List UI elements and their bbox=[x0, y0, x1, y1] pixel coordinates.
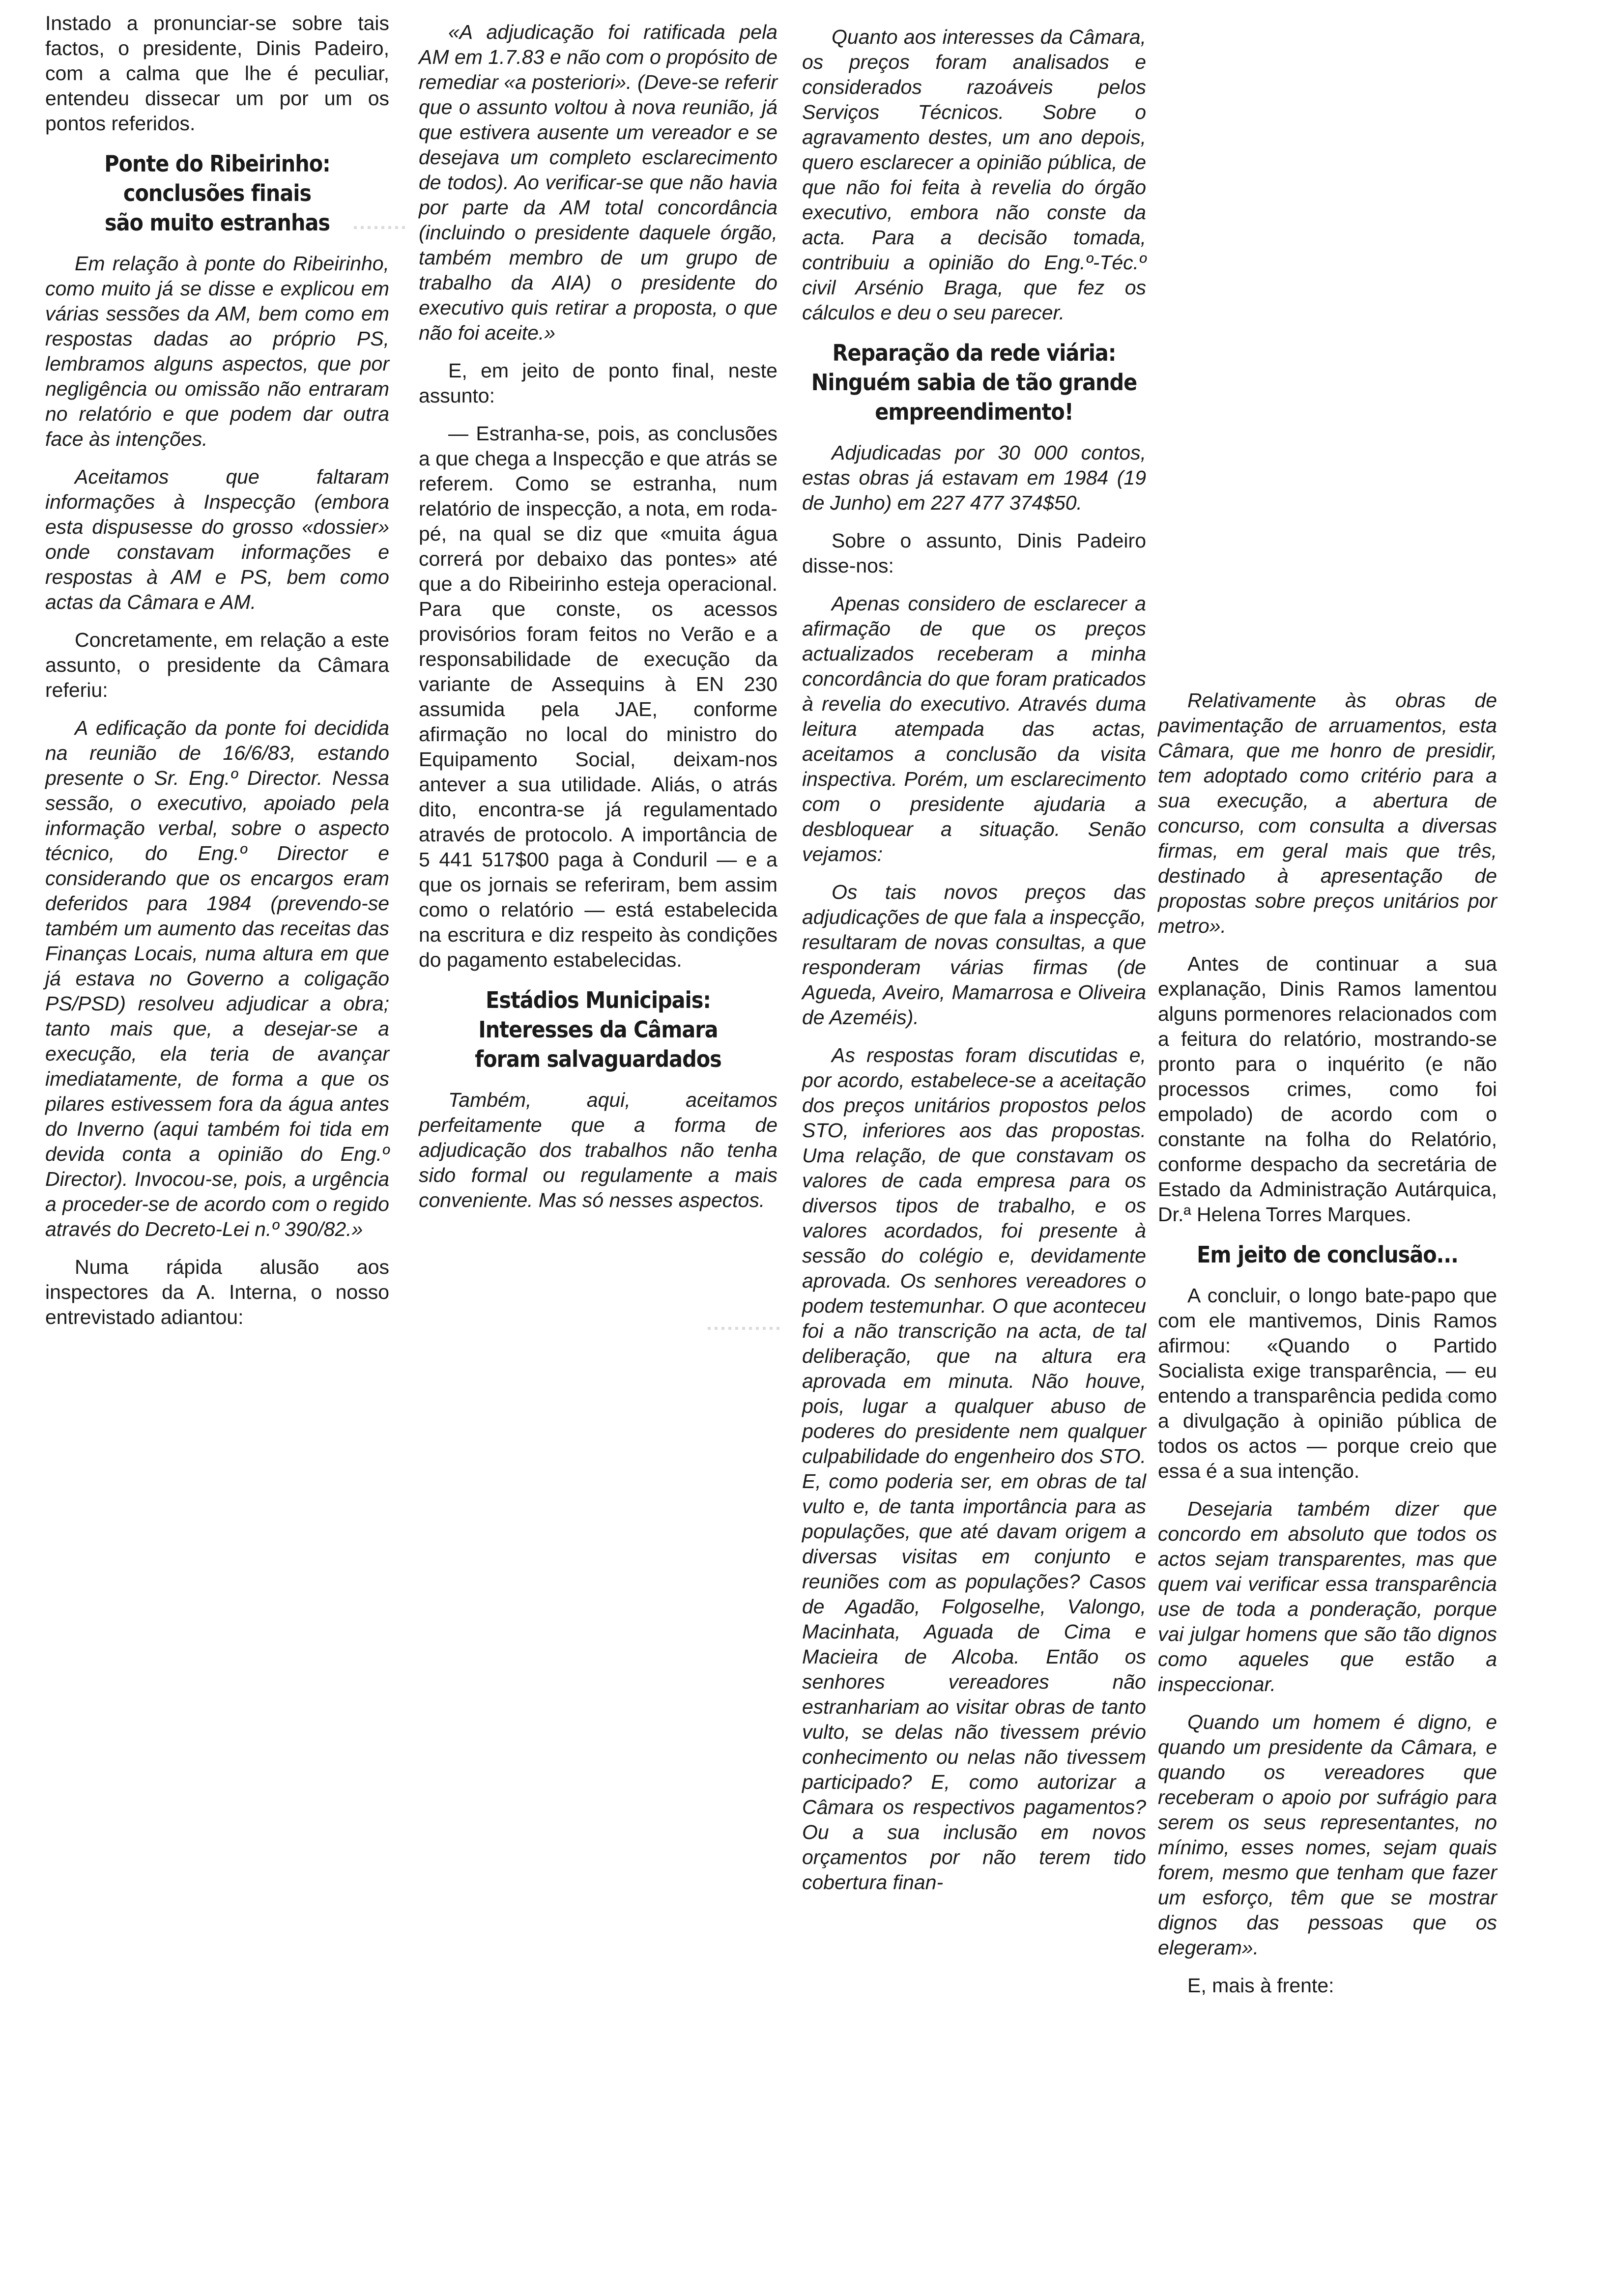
column-1 bbox=[45, 11, 389, 1343]
heading-line: conclusões finais bbox=[123, 180, 312, 206]
paragraph: A concluir, o longo bate-papo que com ele mantivemos, Dinis Ramos afirmou: «Quando o Partido Socialista exige transparência, — eu entendo a transparência pedida como a divulgação à opinião pública de todos os actos — porque creio que essa é a sua intenção. bbox=[1158, 1284, 1497, 1482]
paragraph: Antes de continuar a sua explanação, Dinis Ramos lamentou alguns pormenores relacionados com a feitura do relatório, mostrando-se pronto para o inquérito (e não processos crimes, como foi empolado) de acordo com o constante na folha do Relatório, conforme despacho da secretária de Estado da Administração Autárquica, Dr.ª Helena Torres Marques. bbox=[1158, 952, 1497, 1226]
paragraph: Numa rápida alusão aos inspectores da A. Interna, o nosso entrevistado adiantou: bbox=[45, 1256, 389, 1328]
section-heading-conclusao bbox=[1158, 1240, 1497, 1269]
heading-line: Em jeito de conclusão... bbox=[1197, 1241, 1458, 1268]
heading-line: Ponte do Ribeirinho: bbox=[104, 150, 330, 177]
paragraph: Os tais novos preços das adjudicações de que fala a inspecção, resultaram de novas consultas, a que responderam várias firmas (de Agueda, Aveiro, Mamarrosa e Oliveira de Azeméis). bbox=[802, 881, 1146, 1029]
heading-line: Estádios Municipais: bbox=[486, 987, 711, 1013]
paragraph: Sobre o assunto, Dinis Padeiro disse-nos: bbox=[802, 529, 1146, 577]
print-smudge bbox=[354, 226, 408, 229]
heading-line: Ninguém sabia de tão grande bbox=[811, 369, 1137, 396]
paragraph: Em relação à ponte do Ribeirinho, como muito já se disse e explicou em várias sessões da AM, bem como em respostas dadas ao próprio PS, lembramos alguns aspectos, que por negligência ou omissão não entraram no relatório e que podem dar outra face às intenções. bbox=[45, 252, 389, 450]
print-smudge bbox=[1425, 1396, 1494, 1399]
paragraph: Adjudicadas por 30 000 contos, estas obras já estavam em 1984 (19 de Junho) em 227 477 374$50. bbox=[802, 441, 1146, 514]
paragraph: Desejaria também dizer que concordo em absoluto que todos os actos sejam transparentes, mas que quem vai verificar essa transparência use de toda a ponderação, porque vai julgar homens que são tão dignos como aqueles que estão a inspeccionar. bbox=[1158, 1497, 1497, 1695]
paragraph: A edificação da ponte foi decidida na reunião de 16/6/83, estando presente o Sr. Eng.º Director. Nessa sessão, o executivo, apoiado pela informação verbal, sobre o aspecto técnico, do Eng.º Director e considerando que os encargos eram deferidos para 1984 (prevendo-se também um aumento das receitas das Finanças Locais, numa altura em que já estava no Governo a coligação PS/PSD) resolveu adjudicar a obra; tanto mais que, a desejar-se a execução, ela teria de avançar imediatamente, de forma a que os pilares estivessem fora da água antes do Inverno (aqui também foi tida em devida conta a opinião do Eng.º Director). Invocou-se, pois, a urgência a proceder-se de acordo com o regido através do Decreto-Lei n.º 390/82.» bbox=[45, 717, 389, 1240]
heading-line: Interesses da Câmara bbox=[478, 1016, 718, 1043]
paragraph: Concretamente, em relação a este assunto, o presidente da Câmara referiu: bbox=[45, 629, 389, 701]
paragraph: Aceitamos que faltaram informações à Inspecção (embora esta dispusesse do grosso «dossier» onde constavam informações e respostas à AM e PS, bem como actas da Câmara e AM. bbox=[45, 465, 389, 613]
paragraph: — Estranha-se, pois, as conclusões a que chega a Inspecção e que atrás se referem. Como se estranha, num relatório de inspecção, a nota, em roda-pé, na qual se diz que «muita água correrá por debaixo das pontes» até que a do Ribeirinho esteja operacional. Para que conste, os acessos provisórios foram feitos no Verão e a responsabilidade de execução da variante de Assequins à EN 230 assumida pela JAE, conforme afirmação no local do ministro do Equipamento Social, deixam-nos antever a sua utilidade. Aliás, o atrás dito, encontra-se já regulamentado através de protocolo. A importância de 5 441 517$00 paga à Conduril — e a que os jornais se referiram, bem assim como o relatório — está estabelecida na escritura e diz respeito às condições do pagamento estabelecidas. bbox=[419, 422, 777, 971]
paragraph: Quanto aos interesses da Câmara, os preços foram analisados e considerados razoáveis pelos Serviços Técnicos. Sobre o agravamento destes, um ano depois, quero esclarecer a opinião pública, de que não foi feita à revelia do órgão executivo, embora não conste da acta. Para a decisão tomada, contribuiu a opinião do Eng.º-Téc.º civil Arsénio Braga, que fez os cálculos e deu o seu parecer. bbox=[802, 26, 1146, 324]
heading-line: Reparação da rede viária: bbox=[832, 340, 1116, 366]
heading-line: são muito estranhas bbox=[104, 209, 330, 236]
paragraph: Também, aqui, aceitamos perfeitamente que a forma de adjudicação dos trabalhos não tenha sido formal ou regulamente a mais conveniente. Mas só nesses aspectos. bbox=[419, 1089, 777, 1211]
print-smudge bbox=[708, 1327, 781, 1330]
paragraph: «A adjudicação foi ratificada pela AM em 1.7.83 e não com o propósito de remediar «a posteriori». (Deve-se referir que o assunto voltou à nova reunião, já que estivera ausente um vereador e se desejava um completo esclarecimento de todos). Ao verificar-se que não havia por parte da AM total concordância (incluindo o presidente daquele órgão, também membro de um grupo de trabalho da AIA) o presidente do executivo quis retirar a proposta, o que não foi aceite.» bbox=[419, 21, 777, 344]
column-4 bbox=[1158, 688, 1497, 2011]
paragraph: Instado a pronunciar-se sobre tais factos, o presidente, Dinis Padeiro, com a calma que lhe é peculiar, entendeu dissecar um por um os pontos referidos. bbox=[45, 12, 389, 135]
paragraph: E, em jeito de ponto final, neste assunto: bbox=[419, 359, 777, 407]
paragraph: As respostas foram discutidas e, por acordo, estabelece-se a aceitação dos preços unitários propostos pelos STO, inferiores aos das propostas. Uma relação, de que constavam os valores de cada empresa para os diversos tipos de trabalho, e os valores acordados, foi presente à sessão do colégio e, devidamente aprovada. Os senhores vereadores o podem testemunhar. O que aconteceu foi a não transcrição na acta, de tal deliberação, que na altura era aprovada em minuta. Não houve, pois, lugar a qualquer abuso de poderes do presidente nem qualquer culpabilidade do engenheiro dos STO. E, como poderia ser, em obras de tal vulto e, de tanta importância para as populações, que até davam origem a diversas visitas em conjunto e reuniões com as populações? Casos de Agadão, Folgoselhe, Valongo, Macinhata, Aguada de Cima e Macieira de Alcoba. Então os senhores vereadores não estranhariam ao visitar obras de tanto vulto, se delas não tivessem prévio conhecimento ou nelas não tivessem participado? E, como autorizar a Câmara os respectivos pagamentos? Ou a sua inclusão em novos orçamentos por não terem tido cobertura finan- bbox=[802, 1044, 1146, 1894]
section-heading-estadios bbox=[419, 985, 777, 1074]
column-2 bbox=[419, 20, 777, 1226]
paragraph: Apenas considero de esclarecer a afirmação de que os preços actualizados receberam a minha concordância do que foram praticados à revelia do executivo. Através duma leitura atempada das actas, aceitamos a conclusão da visita inspectiva. Porém, um esclarecimento com o presidente ajudaria a desbloquear a situação. Senão vejamos: bbox=[802, 592, 1146, 865]
heading-line: empreendimento! bbox=[875, 399, 1073, 425]
paragraph: Relativamente às obras de pavimentação de arruamentos, esta Câmara, que me honro de presidir, tem adoptado como critério para a sua execução, a abertura de concurso, com consulta a diversas firmas, em geral mais que três, destinado à apresentação de propostas sobre preços unitários por metro». bbox=[1158, 689, 1497, 937]
section-heading-ponte bbox=[45, 149, 389, 237]
heading-line: foram salvaguardados bbox=[475, 1046, 721, 1072]
section-heading-reparacao bbox=[802, 338, 1146, 427]
column-3 bbox=[802, 25, 1146, 1908]
paragraph: E, mais à frente: bbox=[1187, 1974, 1334, 1997]
paragraph: Quando um homem é digno, e quando um presidente da Câmara, e quando os vereadores que receberam o apoio por sufrágio para serem os seus representantes, no mínimo, esses nomes, sejam quais forem, mesmo que tenham que fazer um esforço, têm que se mostrar dignos das pessoas que os elegeram». bbox=[1158, 1711, 1497, 1959]
